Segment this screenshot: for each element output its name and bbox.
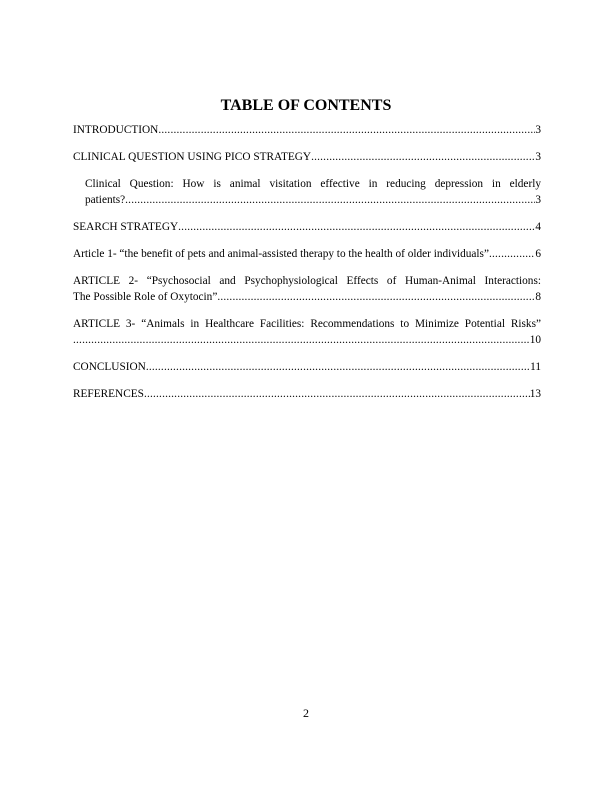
toc-entry-text: ARTICLE 2- “Psychosocial and Psychophysiological Effects of Human-Animal Interactions: [73, 275, 541, 287]
toc-page-number: 13 [529, 388, 541, 400]
toc-page-number: 3 [535, 151, 541, 163]
toc-leader-dots [146, 359, 530, 375]
toc-entry-article-3[interactable] [73, 316, 541, 348]
page-number: 2 [303, 706, 309, 720]
toc-entry-clinical-question[interactable] [73, 176, 541, 208]
toc-leader-dots [144, 386, 530, 402]
toc-leader-dots [311, 149, 535, 165]
toc-entry-article-1[interactable] [73, 246, 541, 262]
toc-entry-text: Article 1- “the benefit of pets and animal-assisted therapy to the health of older individuals” [73, 248, 489, 260]
toc-entry-conclusion[interactable] [73, 359, 541, 375]
toc-leader-dots [125, 192, 535, 208]
toc-leader-dots [178, 219, 535, 235]
toc-leader-dots [73, 332, 530, 348]
toc-entry-text-cont: The Possible Role of Oxytocin” [73, 291, 218, 303]
toc-entry-search-strategy[interactable] [73, 219, 541, 235]
toc-page-number: 8 [535, 291, 541, 303]
toc-entry-text: CLINICAL QUESTION USING PICO STRATEGY [73, 151, 312, 163]
toc-entry-text: REFERENCES [73, 388, 144, 400]
toc-entry-references[interactable] [73, 386, 541, 402]
toc-entry-text-cont: patients? [85, 194, 126, 206]
toc-entry-text: CONCLUSION [73, 361, 146, 373]
toc-entry-clinical-question-pico[interactable] [73, 149, 541, 165]
toc-page-number: 3 [535, 194, 541, 206]
toc-entry-text: ARTICLE 3- “Animals in Healthcare Facilities: Recommendations to Minimize Potential Risks” [73, 318, 541, 330]
toc-entry-text: Clinical Question: How is animal visitation effective in reducing depression in elderly [85, 178, 541, 190]
toc-title: TABLE OF CONTENTS [220, 97, 392, 114]
toc-entry-text: SEARCH STRATEGY [73, 221, 179, 233]
toc-page-number: 6 [535, 248, 541, 260]
toc-entry-introduction[interactable] [73, 122, 541, 138]
toc-entry-text: INTRODUCTION [73, 124, 159, 136]
toc-entry-article-2[interactable] [73, 273, 541, 305]
toc-page-number: 10 [529, 334, 541, 346]
toc-page-number: 4 [535, 221, 541, 233]
toc-leader-dots [158, 122, 535, 138]
toc-leader-dots [489, 246, 535, 262]
table-of-contents [73, 122, 541, 413]
toc-leader-dots [217, 289, 535, 305]
toc-page-number: 11 [530, 361, 541, 373]
toc-page-number: 3 [535, 124, 541, 136]
